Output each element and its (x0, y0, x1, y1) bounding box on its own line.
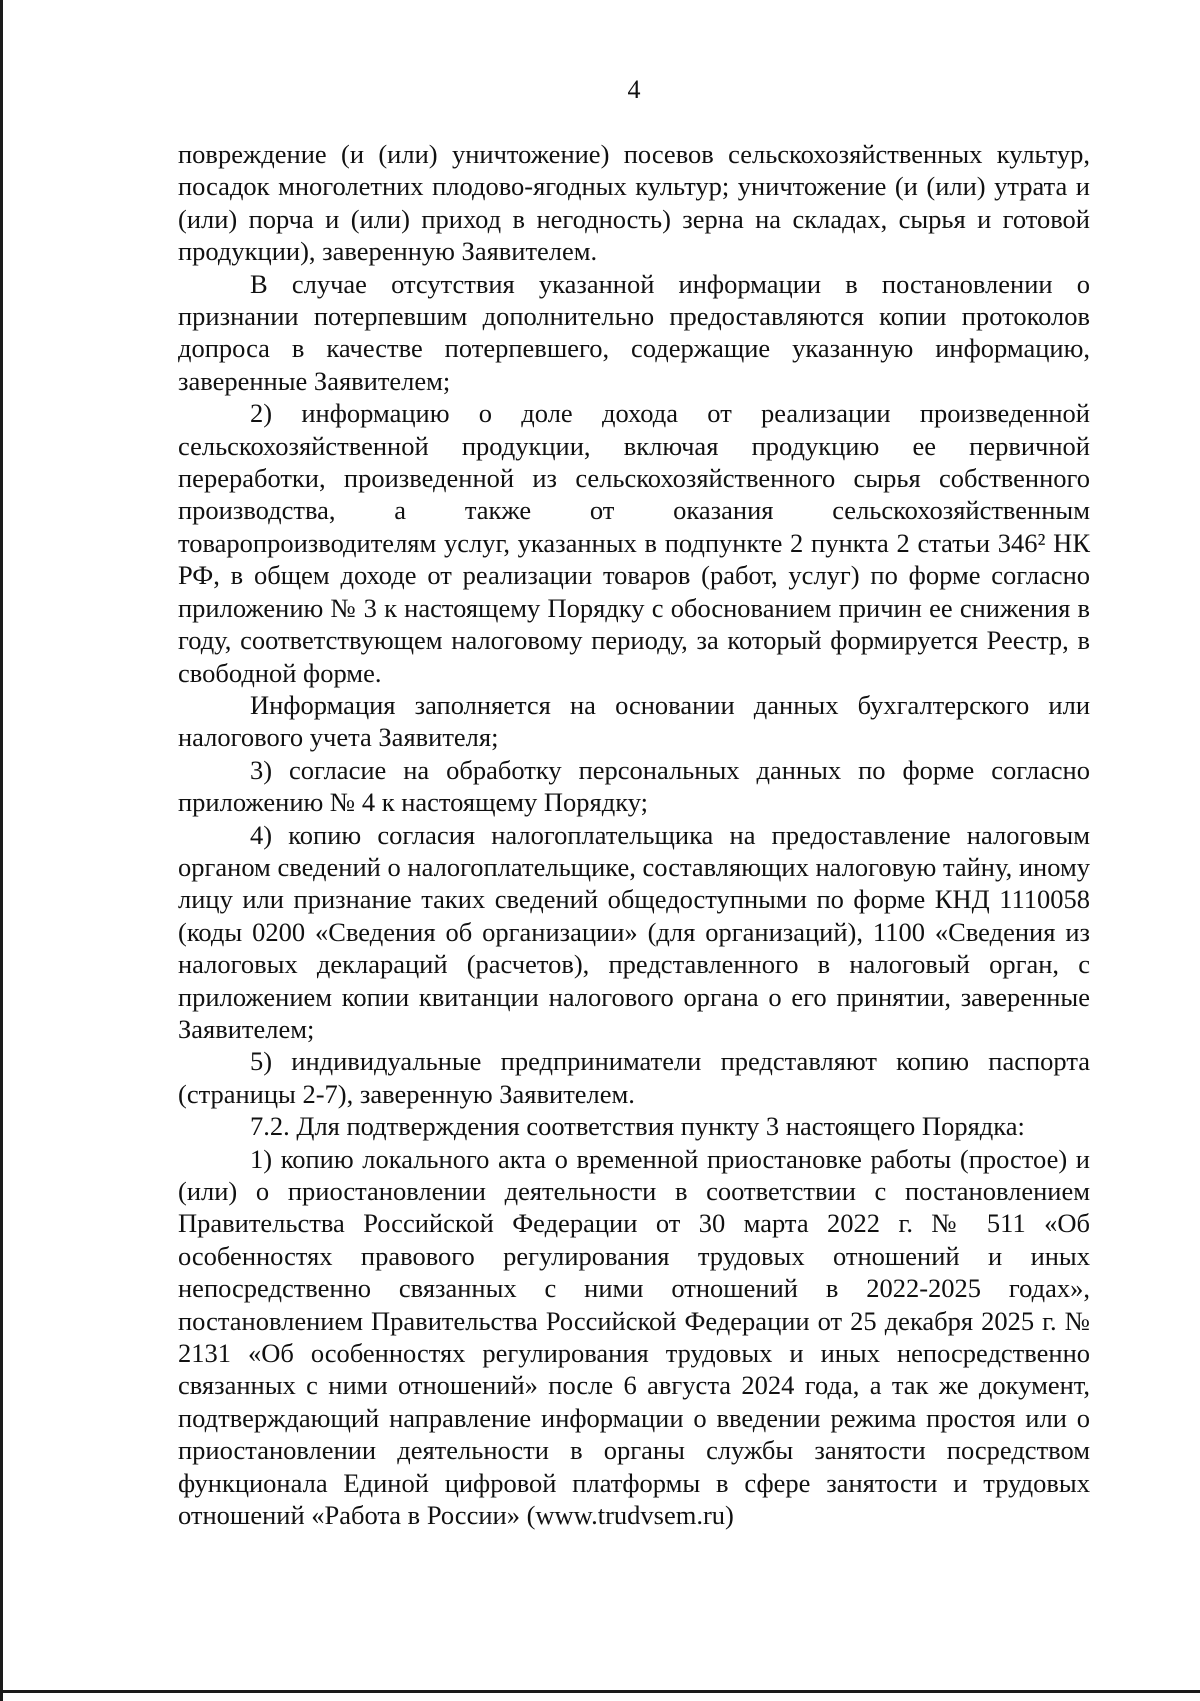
paragraph: 3) согласие на обработку персональных данных по форме согласно приложению № 4 к настоящему Порядку; (178, 754, 1090, 818)
paragraph: 5) индивидуальные предприниматели представляют копию паспорта (страницы 2-7), заверенную Заявителем. (178, 1046, 1090, 1109)
scan-bottom-edge (0, 1690, 1200, 1693)
paragraph: 4) копию согласия налогоплательщика на предоставление налоговым органом сведений о налогоплательщике, составляющих налоговую тайну, иному лицу или признание таких сведений общедоступными по форме КНД 1110058 (коды 0200 «Сведения об организации» (для организаций), 1100 «Сведения из налоговых деклараций (расчетов), представленного в налоговый орган, с приложением копии квитанции налогового органа о его принятии, заверенные Заявителем; (178, 819, 1090, 1044)
paragraph: 1) копию локального акта о временной приостановке работы (простое) и (или) о приостановлении деятельности в соответствии с постановлением Правительства Российской Федерации от 30 марта 2022 г. № 511 «Об особенностях правового регулирования трудовых отношений и иных непосредственно связанных с ними отношений в 2022-2025 годах», постановлением Правительства Российской Федерации от 25 декабря 2025 г. № 2131 «Об особенностях регулирования трудовых и иных непосредственно связанных с ними отношений» после 6 августа 2024 года, а так же документ, подтверждающий направление информации о введении режима простоя или о приостановлении деятельности в органы службы занятости посредством функционала Единой цифровой платформы в сфере занятости и трудовых отношений «Работа в России» (www.trudvsem.ru) (178, 1143, 1090, 1531)
paragraph: Информация заполняется на основании данных бухгалтерского или налогового учета Заявителя; (178, 689, 1090, 753)
paragraph: В случае отсутствия указанной информации в постановлении о признании потерпевшим дополнительно предоставляются копии протоколов допроса в качестве потерпевшего, содержащие указанную информацию, заверенные Заявителем; (178, 268, 1090, 396)
document-body (178, 138, 1090, 1531)
scan-left-edge (0, 0, 3, 1701)
paragraph: 7.2. Для подтверждения соответствия пункту 3 настоящего Порядка: (250, 1111, 1025, 1142)
paragraph: 2) информацию о доле дохода от реализации произведенной сельскохозяйственной продукции, включая продукцию ее первичной переработки, произведенной из сельскохозяйственного сырья собственного производства, а также от оказания сельскохозяйственным товаропроизводителям услуг, указанных в подпункте 2 пункта 2 статьи 346² НК РФ, в общем доходе от реализации товаров (работ, услуг) по форме согласно приложению № 3 к настоящему Порядку с обоснованием причин ее снижения в году, соответствующем налоговому периоду, за который формируется Реестр, в свободной форме. (178, 398, 1090, 688)
paragraph: повреждение (и (или) уничтожение) посевов сельскохозяйственных культур, посадок многолетних плодово-ягодных культур; уничтожение (и (или) утрата и (или) порча и (или) приход в негодность) зерна на складах, сырья и готовой продукции), заверенную Заявителем. (178, 139, 1090, 267)
page-number: 4 (627, 75, 641, 104)
